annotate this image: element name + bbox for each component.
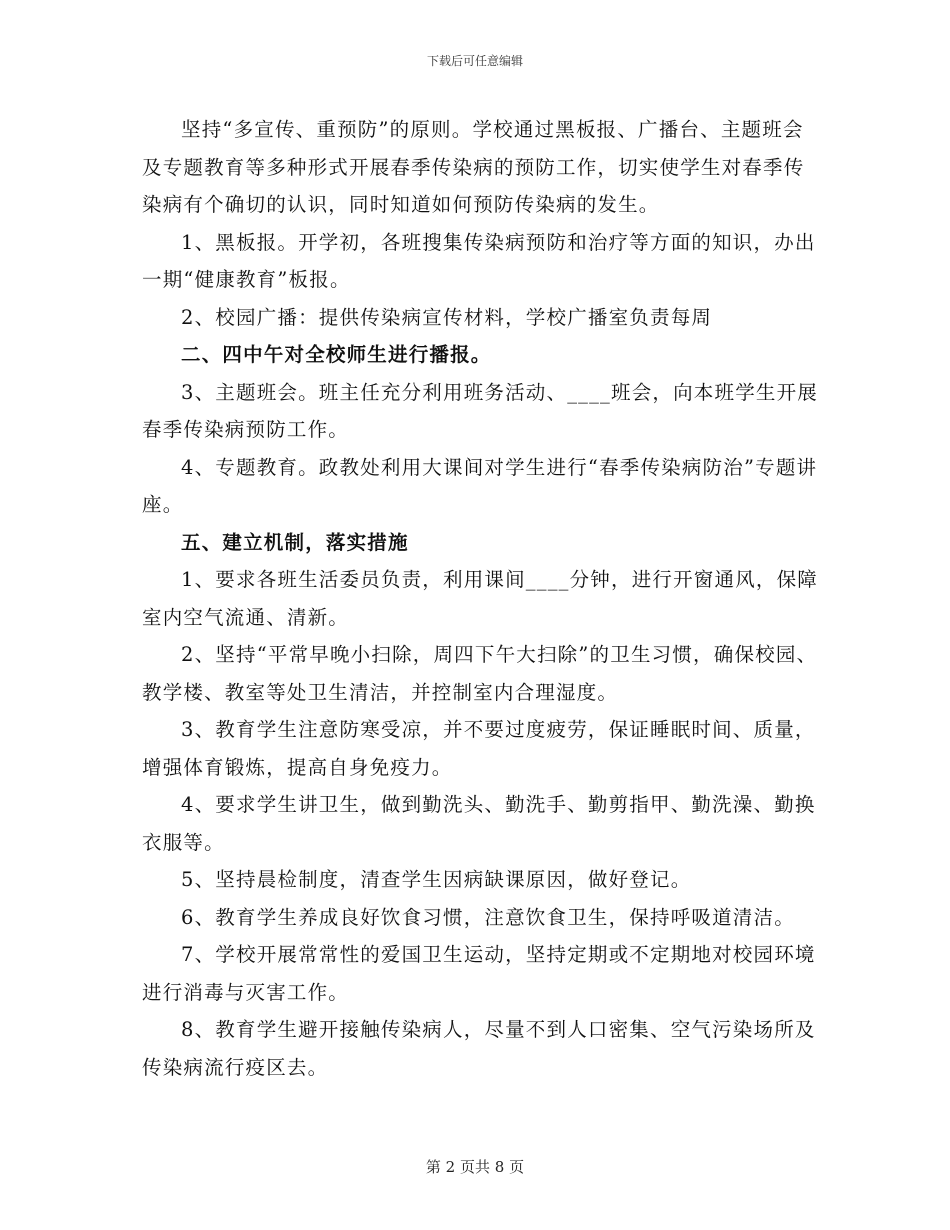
paragraph-disinfection: 7、学校开展常常性的爱国卫生运动，坚持定期或不定期地对校园环境进行消毒与灭害工作。 — [142, 943, 816, 1004]
page-header: 下载后可任意编辑 — [426, 54, 523, 68]
section-heading-mechanism: 五、建立机制，落实措施 — [181, 530, 409, 554]
paragraph-hygiene: 4、要求学生讲卫生，做到勤洗头、勤洗手、勤剪指甲、勤洗澡、勤换衣服等。 — [142, 793, 816, 854]
paragraph-broadcast: 2、校园广播：提供传染病宣传材料，学校广播室负责每周 — [181, 305, 713, 329]
paragraph-intro: 坚持“多宣传、重预防”的原则。学校通过黑板报、广播台、主题班会及专题教育等多种形式开展春季传染病的预防工作，切实使学生对春季传染病有个确切的认识，同时知道如何预防传染病的发生。 — [142, 118, 805, 216]
paragraph-avoid-contact: 8、教育学生避开接触传染病人，尽量不到人口密集、空气污染场所及传染病流行疫区去。 — [142, 1018, 816, 1079]
page-number: 第 2 页共 8 页 — [425, 1158, 525, 1176]
paragraph-class-meeting: 3、主题班会。班主任充分利用班务活动、____班会，向本班学生开展春季传染病预防工作。 — [142, 380, 819, 441]
paragraph-cold-prevention: 3、教育学生注意防寒受凉，并不要过度疲劳，保证睡眠时间、质量，增强体育锻炼，提高自身免疫力。 — [142, 718, 816, 779]
paragraph-ventilation: 1、要求各班生活委员负责，利用课间____分钟，进行开窗通风，保障室内空气流通、清新。 — [142, 568, 819, 629]
paragraph-blackboard: 1、黑板报。开学初，各班搜集传染病预防和治疗等方面的知识，办出一期“健康教育”板报。 — [142, 230, 816, 291]
paragraph-diet: 6、教育学生养成良好饮食习惯，注意饮食卫生，保持呼吸道清洁。 — [181, 905, 795, 929]
paragraph-cleaning: 2、坚持“平常早晚小扫除，周四下午大扫除”的卫生习惯，确保校园、教学楼、教室等处卫生清洁，并控制室内合理湿度。 — [142, 643, 818, 704]
paragraph-morning-check: 5、坚持晨检制度，清查学生因病缺课原因，做好登记。 — [181, 868, 692, 891]
document-body — [142, 111, 822, 1086]
paragraph-special-education: 4、专题教育。政教处利用大课间对学生进行“春季传染病防治”专题讲座。 — [142, 455, 818, 516]
section-heading-broadcast-days: 二、四中午对全校师生进行播报。 — [181, 343, 492, 366]
